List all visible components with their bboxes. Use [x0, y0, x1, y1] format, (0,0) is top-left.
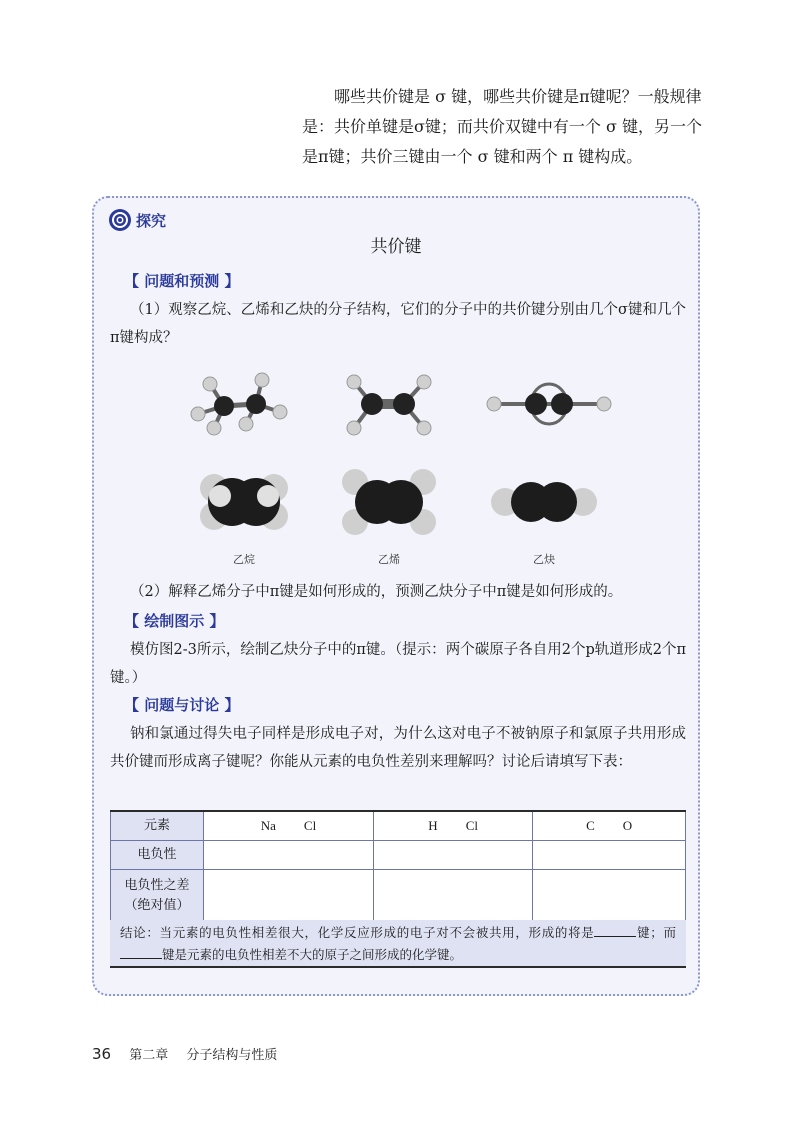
conclusion-text-2: 键；而 — [636, 925, 676, 940]
row-header-difference — [111, 870, 204, 923]
label-acetylene: 乙炔 — [533, 553, 555, 566]
ethylene-space-filling — [339, 462, 439, 542]
row-header-element: 元素 — [111, 811, 204, 841]
input-cell[interactable] — [204, 870, 374, 923]
box-title: 共价键 — [370, 237, 422, 257]
row-header-electronegativity: 电负性 — [111, 841, 204, 870]
element-na: Na — [260, 818, 276, 833]
element-c: C — [586, 818, 595, 833]
element-cl: Cl — [303, 818, 317, 833]
input-cell[interactable] — [373, 841, 532, 870]
discussion-text: 钠和氯通过得失电子同样是形成电子对，为什么这对电子不被钠原子和氯原子共用形成共价键而形成离子键呢？你能从元素的电负性差别来理解吗？讨论后请填写下表： — [110, 726, 686, 770]
conclusion-text-1: 结论：当元素的电负性相差很大，化学反应形成的电子对不会被共用，形成的将是 — [120, 925, 595, 940]
inquiry-tag-label: 探究 — [136, 211, 167, 230]
ethylene-ball-stick — [334, 366, 444, 446]
acetylene-space-filling — [489, 470, 599, 534]
ethane-ball-stick — [184, 366, 294, 446]
conclusion — [110, 920, 686, 968]
section-heading-discussion: 【 问题与讨论 】 — [124, 696, 240, 714]
conclusion-text-3: 键是元素的电负性相差不大的原子之间形成的化学键。 — [162, 947, 463, 962]
section-heading-draw: 【 绘制图示 】 — [124, 612, 225, 630]
input-cell[interactable] — [373, 870, 532, 923]
intro-paragraph — [302, 82, 710, 172]
page-number: 36 — [92, 1045, 112, 1063]
table-row — [111, 811, 686, 841]
element-h: H — [428, 818, 438, 833]
element-o: O — [622, 818, 633, 833]
input-cell[interactable] — [533, 870, 686, 923]
pair-na-cl — [204, 811, 374, 841]
pair-h-cl — [373, 811, 532, 841]
pair-c-o — [533, 811, 686, 841]
blank-2[interactable] — [120, 946, 162, 959]
draw-instruction: 模仿图2-3所示，绘制乙炔分子中的π键。（提示：两个碳原子各自用2个p轨道形成2个π键。） — [110, 642, 686, 686]
molecule-figures — [184, 366, 624, 576]
electronegativity-table — [110, 810, 686, 923]
label-ethylene: 乙烯 — [378, 553, 400, 566]
chapter-title: 分子结构与性质 — [186, 1048, 278, 1063]
table-row — [111, 841, 686, 870]
row-header-difference-line1: 电负性之差 — [124, 878, 190, 893]
acetylene-ball-stick — [484, 366, 614, 446]
page-footer — [92, 1044, 291, 1063]
section-heading-question: 【 问题和预测 】 — [124, 272, 240, 290]
label-ethane: 乙烷 — [233, 553, 255, 566]
row-header-difference-line2: （绝对值） — [124, 898, 190, 913]
intro-line-2: 是：共价单键是σ键；而共价双键中有一个 σ 键，另一个 — [302, 117, 703, 136]
inquiry-tag — [108, 208, 166, 232]
element-cl: Cl — [465, 818, 478, 833]
blank-1[interactable] — [594, 924, 636, 937]
chapter-label: 第二章 — [129, 1048, 169, 1063]
question-2: （2）解释乙烯分子中π键是如何形成的，预测乙炔分子中π键是如何形成的。 — [130, 584, 623, 600]
input-cell[interactable] — [204, 841, 374, 870]
input-cell[interactable] — [533, 841, 686, 870]
ethane-space-filling — [194, 462, 294, 542]
inquiry-box — [92, 196, 700, 996]
target-icon — [108, 208, 132, 232]
question-1: （1）观察乙烷、乙烯和乙炔的分子结构，它们的分子中的共价键分别由几个σ键和几个π键构成？ — [110, 302, 686, 346]
table-row — [111, 870, 686, 923]
intro-line-1: 哪些共价键是 σ 键，哪些共价键是π键呢？一般规律 — [334, 87, 702, 106]
intro-line-3: 是π键；共价三键由一个 σ 键和两个 π 键构成。 — [302, 147, 643, 166]
